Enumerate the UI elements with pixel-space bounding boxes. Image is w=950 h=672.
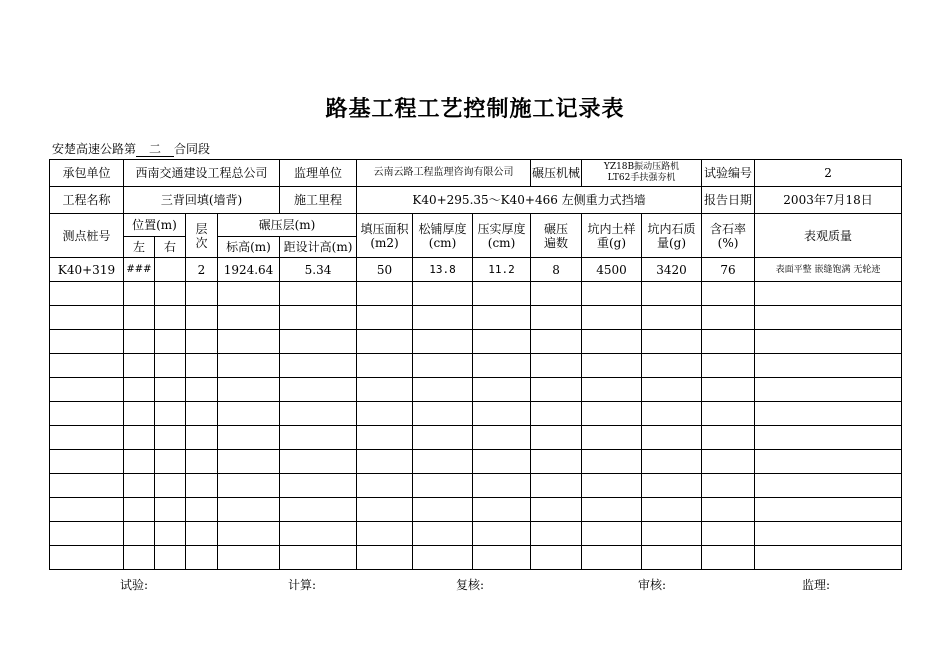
col-loose-thickness: 松铺厚度(cm) [413,214,473,258]
col-left: 左 [124,237,155,258]
empty-cell [582,546,642,570]
empty-cell [186,450,218,474]
empty-cell [357,498,413,522]
empty-cell [50,522,124,546]
empty-cell [155,354,186,378]
empty-cell [218,306,280,330]
empty-cell [280,498,357,522]
empty-cell [582,498,642,522]
empty-cell [155,282,186,306]
empty-cell [531,498,582,522]
empty-cell [50,330,124,354]
col-station: 测点桩号 [50,214,124,258]
fill-area-cell: 50 [357,258,413,282]
empty-cell [218,450,280,474]
empty-cell [413,282,473,306]
empty-cell [218,282,280,306]
empty-cell [50,450,124,474]
empty-cell [413,378,473,402]
empty-cell [186,354,218,378]
empty-cell [473,354,531,378]
subtitle-suffix: 合同段 [174,142,211,156]
mileage-value: K40+295.35～K40+466 左侧重力式挡墙 [357,187,702,214]
empty-cell [50,498,124,522]
empty-cell [186,306,218,330]
empty-cell [357,450,413,474]
empty-cell [50,402,124,426]
col-fill-area: 填压面积(m2) [357,214,413,258]
empty-cell [124,450,155,474]
empty-cell [280,450,357,474]
stone-content-cell: 76 [702,258,755,282]
report-date-label: 报告日期 [702,187,755,214]
contractor-value: 西南交通建设工程总公司 [124,160,280,187]
empty-cell [413,498,473,522]
info-row-2 [50,187,902,214]
machine-label: 碾压机械 [531,160,582,187]
empty-cell [642,498,702,522]
empty-cell [413,330,473,354]
empty-cell [186,402,218,426]
info-row-1 [50,160,902,187]
empty-cell [124,546,155,570]
empty-cell [702,450,755,474]
col-compacted-thickness: 压实厚度(cm) [473,214,531,258]
empty-cell [473,474,531,498]
empty-cell [124,330,155,354]
empty-row [50,546,902,570]
left-cell: ### [124,258,155,282]
empty-cell [473,426,531,450]
footer-audit: 审核: [638,578,667,592]
empty-cell [413,354,473,378]
empty-cell [473,378,531,402]
empty-cell [218,354,280,378]
empty-cell [473,330,531,354]
empty-cell [582,522,642,546]
empty-cell [642,282,702,306]
appearance-cell: 表面平整 嵌缝饱满 无轮迹 [755,258,902,282]
empty-cell [531,474,582,498]
empty-cell [218,522,280,546]
col-pit-stone-weight: 坑内石质量(g) [642,214,702,258]
supervisor-value: 云南云路工程监理咨询有限公司 [357,160,531,187]
empty-cell [413,402,473,426]
empty-cell [531,306,582,330]
page-title: 路基工程工艺控制施工记录表 [325,96,625,122]
empty-cell [582,306,642,330]
empty-cell [50,306,124,330]
subtitle-prefix: 安楚高速公路第 [52,142,137,156]
empty-cell [473,402,531,426]
empty-cell [642,522,702,546]
empty-cell [155,522,186,546]
project-label: 工程名称 [50,187,124,214]
empty-cell [280,306,357,330]
empty-cell [531,282,582,306]
footer-calc: 计算: [288,578,317,592]
empty-cell [531,546,582,570]
empty-cell [280,354,357,378]
empty-cell [50,474,124,498]
empty-cell [124,474,155,498]
empty-cell [280,474,357,498]
empty-cell [642,306,702,330]
empty-cell [531,450,582,474]
empty-cell [280,330,357,354]
empty-cell [413,474,473,498]
empty-cell [642,474,702,498]
contractor-label: 承包单位 [50,160,124,187]
empty-cell [531,330,582,354]
empty-cell [531,426,582,450]
empty-cell [702,378,755,402]
empty-cell [702,498,755,522]
pit-soil-weight-cell: 4500 [582,258,642,282]
empty-cell [755,498,902,522]
empty-cell [413,306,473,330]
empty-cell [155,426,186,450]
test-no-value: 2 [755,160,902,187]
empty-cell [124,378,155,402]
footer-test: 试验: [120,578,149,592]
elevation-cell: 1924.64 [218,258,280,282]
empty-cell [413,522,473,546]
empty-cell [50,354,124,378]
empty-cell [413,450,473,474]
pit-stone-weight-cell: 3420 [642,258,702,282]
test-no-label: 试验编号 [702,160,755,187]
empty-cell [155,450,186,474]
empty-cell [755,330,902,354]
record-table [49,159,902,570]
empty-cell [702,546,755,570]
empty-cell [357,282,413,306]
empty-cell [218,378,280,402]
empty-cell [186,378,218,402]
machine-value [582,160,702,187]
empty-cell [186,546,218,570]
empty-cell [531,378,582,402]
empty-cell [186,282,218,306]
empty-cell [413,426,473,450]
empty-cell [186,330,218,354]
empty-row [50,330,902,354]
empty-row [50,450,902,474]
empty-cell [582,354,642,378]
empty-cell [702,402,755,426]
empty-cell [357,306,413,330]
empty-cell [280,522,357,546]
empty-cell [755,402,902,426]
empty-cell [124,282,155,306]
empty-row [50,282,902,306]
empty-cell [357,474,413,498]
table-row [50,258,902,282]
empty-cell [124,522,155,546]
empty-cell [473,450,531,474]
report-date-value: 2003年7月18日 [755,187,902,214]
empty-cell [582,282,642,306]
empty-cell [357,426,413,450]
empty-row [50,306,902,330]
empty-cell [186,474,218,498]
compacted-thickness-cell: 11.2 [473,258,531,282]
contract-section-line [52,140,210,157]
empty-cell [50,426,124,450]
col-layer: 层次 [186,214,218,258]
empty-row [50,498,902,522]
empty-cell [531,402,582,426]
empty-cell [473,498,531,522]
empty-cell [218,498,280,522]
empty-cell [280,378,357,402]
empty-cell [155,546,186,570]
project-value: 三背回填(墙背) [124,187,280,214]
empty-cell [155,306,186,330]
empty-row [50,474,902,498]
empty-cell [642,402,702,426]
empty-cell [124,426,155,450]
layer-cell: 2 [186,258,218,282]
empty-cell [357,330,413,354]
empty-cell [357,522,413,546]
empty-cell [357,402,413,426]
empty-cell [642,330,702,354]
col-right: 右 [155,237,186,258]
empty-cell [473,522,531,546]
loose-thickness-cell: 13.8 [413,258,473,282]
machine-line-2: LT62手扶强夯机 [607,173,676,183]
supervisor-label: 监理单位 [280,160,357,187]
empty-cell [582,450,642,474]
empty-cell [280,282,357,306]
empty-cell [702,474,755,498]
empty-cell [124,306,155,330]
empty-row [50,378,902,402]
col-pit-soil-weight: 坑内土样重(g) [582,214,642,258]
empty-cell [124,498,155,522]
mileage-label: 施工里程 [280,187,357,214]
empty-cell [357,378,413,402]
empty-cell [755,306,902,330]
roll-passes-cell: 8 [531,258,582,282]
empty-cell [357,546,413,570]
empty-cell [218,402,280,426]
empty-cell [531,354,582,378]
empty-cell [755,378,902,402]
empty-cell [50,546,124,570]
empty-cell [186,426,218,450]
empty-cell [124,354,155,378]
empty-cell [531,522,582,546]
empty-cell [357,354,413,378]
empty-cell [280,546,357,570]
col-distance: 距设计高(m) [280,237,357,258]
empty-cell [702,354,755,378]
empty-cell [413,546,473,570]
empty-cell [755,546,902,570]
empty-cell [702,426,755,450]
empty-row [50,402,902,426]
empty-cell [642,546,702,570]
empty-cell [702,330,755,354]
machine-line-1: YZ18B振动压路机 [603,162,680,172]
empty-cell [642,450,702,474]
empty-cell [755,474,902,498]
empty-cell [642,378,702,402]
empty-row [50,354,902,378]
col-stone-content: 含石率(%) [702,214,755,258]
empty-cell [218,546,280,570]
empty-cell [582,474,642,498]
empty-cell [155,330,186,354]
col-roller-layer: 碾压层(m) [218,214,357,237]
distance-cell: 5.34 [280,258,357,282]
empty-cell [473,282,531,306]
empty-cell [186,522,218,546]
empty-cell [582,330,642,354]
empty-cell [582,426,642,450]
empty-cell [124,402,155,426]
right-cell [155,258,186,282]
empty-cell [155,378,186,402]
empty-cell [755,426,902,450]
empty-cell [50,378,124,402]
empty-cell [473,306,531,330]
footer-supervise: 监理: [802,578,831,592]
empty-cell [218,474,280,498]
footer-review: 复核: [456,578,485,592]
empty-cell [218,426,280,450]
col-appearance: 表观质量 [755,214,902,258]
empty-cell [155,402,186,426]
empty-cell [702,522,755,546]
empty-cell [702,306,755,330]
empty-cell [755,522,902,546]
col-roll-passes: 碾压遍数 [531,214,582,258]
section-number: 二 [136,143,174,157]
empty-cell [280,426,357,450]
empty-cell [155,498,186,522]
empty-cell [702,282,755,306]
empty-cell [582,402,642,426]
empty-row [50,522,902,546]
empty-cell [155,474,186,498]
empty-cell [642,426,702,450]
empty-cell [50,282,124,306]
col-elevation: 标高(m) [218,237,280,258]
header-row-1 [50,214,902,237]
empty-cell [642,354,702,378]
empty-cell [473,546,531,570]
empty-cell [186,498,218,522]
empty-cell [755,282,902,306]
empty-cell [755,450,902,474]
empty-row [50,426,902,450]
empty-cell [582,378,642,402]
empty-cell [280,402,357,426]
empty-cell [218,330,280,354]
col-position: 位置(m) [124,214,186,237]
empty-cell [755,354,902,378]
station-cell: K40+319 [50,258,124,282]
